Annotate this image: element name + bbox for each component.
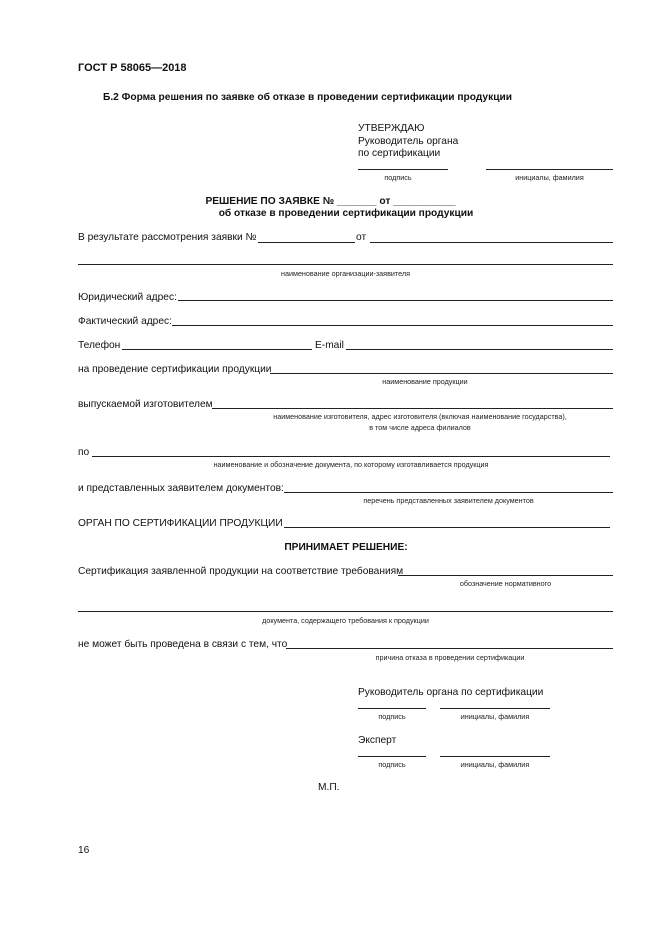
phone-label: Телефон bbox=[78, 340, 121, 351]
reason-caption: причина отказа в проведении сертификации bbox=[375, 653, 525, 662]
phone-line[interactable] bbox=[122, 349, 312, 350]
reason-line[interactable] bbox=[286, 648, 613, 649]
manufacturer-line[interactable] bbox=[212, 408, 613, 409]
review-result-label: В результате рассмотрения заявки № bbox=[78, 232, 257, 243]
expert-name-caption: инициалы, фамилия bbox=[460, 760, 530, 769]
email-label: E-mail bbox=[315, 340, 344, 351]
organization-caption: наименование организации-заявителя bbox=[281, 269, 410, 278]
cert-body-label: ОРГАН ПО СЕРТИФИКАЦИИ ПРОДУКЦИИ bbox=[78, 518, 283, 529]
requirements-doc-line[interactable] bbox=[78, 611, 613, 612]
decision-title-line2: об отказе в проведении сертификации продукции bbox=[218, 208, 474, 219]
head-name-caption: инициалы, фамилия bbox=[460, 712, 530, 721]
requirements-caption-1: обозначение нормативного bbox=[459, 579, 552, 588]
product-line[interactable] bbox=[270, 373, 613, 374]
cert-body-line[interactable] bbox=[284, 527, 610, 528]
from-label: от bbox=[356, 232, 367, 243]
head-signature-caption: подпись bbox=[378, 712, 406, 721]
submitted-docs-caption: перечень представленных заявителем документов bbox=[363, 496, 534, 505]
requirements-line[interactable] bbox=[398, 575, 613, 576]
head-signature-label: Руководитель органа по сертификации bbox=[358, 687, 544, 698]
document-line[interactable] bbox=[92, 456, 610, 457]
actual-address-line[interactable] bbox=[172, 325, 613, 326]
approve-line1: Руководитель органа bbox=[358, 136, 459, 147]
certification-label: Сертификация заявленной продукции на соответствие требованиям bbox=[78, 566, 404, 577]
approve-name-caption: инициалы, фамилия bbox=[515, 173, 584, 182]
decision-heading: ПРИНИМАЕТ РЕШЕНИЕ: bbox=[284, 542, 408, 553]
made-by-label: выпускаемой изготовителем bbox=[78, 399, 213, 410]
requirements-caption-2: документа, содержащего требования к продукции bbox=[262, 616, 429, 625]
cert-product-label: на проведение сертификации продукции bbox=[78, 364, 272, 375]
expert-name-line[interactable] bbox=[440, 756, 550, 757]
manufacturer-caption-2: в том числе адреса филиалов bbox=[369, 423, 471, 432]
by-label: по bbox=[78, 447, 90, 458]
section-title: Б.2 Форма решения по заявке об отказе в проведении сертификации продукции bbox=[103, 92, 512, 103]
document-caption: наименование и обозначение документа, по которому изготавливается продукция bbox=[213, 460, 489, 469]
application-date-line[interactable] bbox=[370, 242, 613, 243]
email-line[interactable] bbox=[346, 349, 613, 350]
approve-line2: по сертификации bbox=[358, 148, 441, 159]
expert-signature-caption: подпись bbox=[378, 760, 406, 769]
submitted-docs-label: и представленных заявителем документов: bbox=[78, 483, 284, 494]
head-name-line[interactable] bbox=[440, 708, 550, 709]
product-caption: наименование продукции bbox=[382, 377, 468, 386]
legal-address-label: Юридический адрес: bbox=[78, 292, 177, 303]
seal-label: М.П. bbox=[318, 782, 340, 793]
manufacturer-caption-1: наименование изготовителя, адрес изготовителя (включая наименование государства), bbox=[273, 412, 567, 421]
head-signature-line[interactable] bbox=[358, 708, 426, 709]
submitted-docs-line[interactable] bbox=[284, 492, 613, 493]
cannot-label: не может быть проведена в связи с тем, что bbox=[78, 639, 288, 650]
approve-signature-caption: подпись bbox=[384, 173, 412, 182]
approve-word: УТВЕРЖДАЮ bbox=[358, 123, 425, 134]
legal-address-line[interactable] bbox=[178, 300, 613, 301]
expert-label: Эксперт bbox=[358, 735, 397, 746]
decision-title-line1: РЕШЕНИЕ ПО ЗАЯВКЕ № _______ от ___________ bbox=[205, 196, 456, 207]
application-number-line[interactable] bbox=[258, 242, 355, 243]
approve-signature-line[interactable] bbox=[358, 169, 448, 170]
page-number: 16 bbox=[78, 845, 90, 856]
organization-line[interactable] bbox=[78, 264, 613, 265]
document-standard-number: ГОСТ Р 58065—2018 bbox=[78, 62, 187, 74]
actual-address-label: Фактический адрес: bbox=[78, 316, 172, 327]
expert-signature-line[interactable] bbox=[358, 756, 426, 757]
approve-name-line[interactable] bbox=[486, 169, 613, 170]
